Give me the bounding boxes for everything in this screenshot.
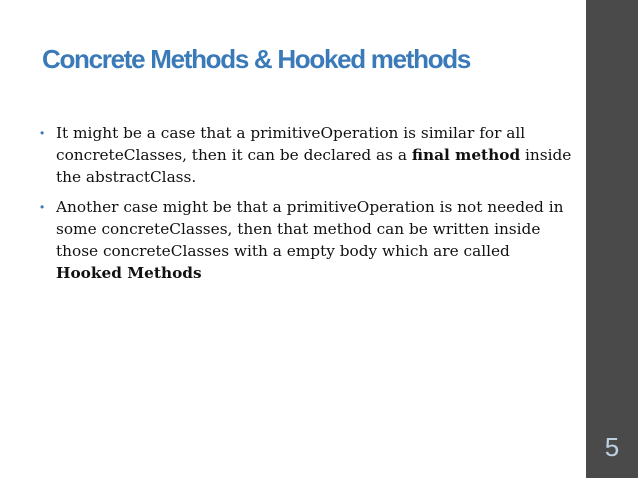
bullet-text: inside the abstractClass. [56, 146, 572, 186]
bullet-item [40, 196, 575, 284]
slide-title: Concrete Methods & Hooked methods [42, 44, 471, 74]
bullet-list [40, 122, 575, 292]
bullet-icon: • [40, 200, 45, 214]
sidebar-bar [586, 0, 638, 478]
bullet-text: It might be a case that a primitiveOperation is similar for all concreteClasses, then it can be declared as a [56, 124, 526, 164]
bullet-bold-text: final method [411, 146, 521, 164]
bullet-bold-text: Hooked Methods [56, 264, 202, 282]
slide-number: 5 [604, 432, 620, 462]
bullet-text: Another case might be that a primitiveOperation is not needed in some concreteClasses, then that method can be written inside those concreteClasses with a empty body which are called [56, 198, 564, 260]
bullet-icon: • [40, 126, 45, 140]
bullet-item [40, 122, 575, 188]
